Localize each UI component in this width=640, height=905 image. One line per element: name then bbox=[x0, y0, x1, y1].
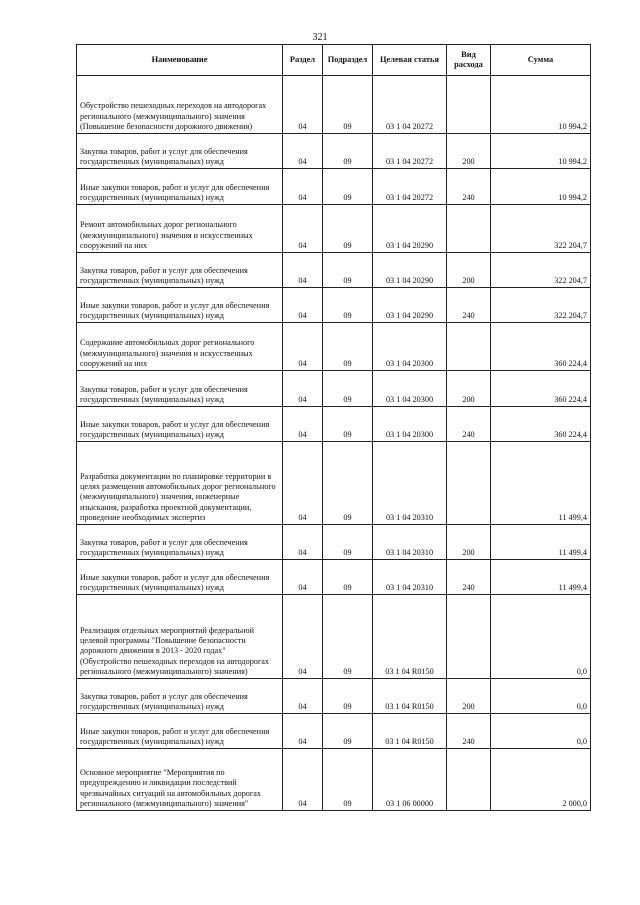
row-expense-type: 200 bbox=[447, 525, 491, 560]
row-expense-type: 200 bbox=[447, 679, 491, 714]
row-subsection: 09 bbox=[323, 679, 373, 714]
row-subsection: 09 bbox=[323, 76, 373, 134]
table-row bbox=[77, 714, 591, 749]
row-section: 04 bbox=[283, 525, 323, 560]
row-name: Закупка товаров, работ и услуг для обеспечения государственных (муниципальных) нужд bbox=[77, 134, 283, 169]
table-row bbox=[77, 525, 591, 560]
row-target: 03 1 06 00000 bbox=[373, 749, 447, 811]
row-expense-type: 200 bbox=[447, 371, 491, 407]
row-expense-type bbox=[447, 442, 491, 525]
row-amount: 11 499,4 bbox=[491, 442, 591, 525]
row-expense-type bbox=[447, 595, 491, 679]
row-section: 04 bbox=[283, 253, 323, 288]
row-section: 04 bbox=[283, 371, 323, 407]
row-name: Иные закупки товаров, работ и услуг для обеспечения государственных (муниципальных) нужд bbox=[77, 714, 283, 749]
row-subsection: 09 bbox=[323, 714, 373, 749]
row-section: 04 bbox=[283, 407, 323, 442]
table-row bbox=[77, 76, 591, 134]
row-amount: 0,0 bbox=[491, 679, 591, 714]
row-name: Основное мероприятие "Мероприятия по предупреждению и ликвидации последствий чрезвычайных ситуаций на автомобильных дорогах регионального (межмуниципального) значения" bbox=[77, 749, 283, 811]
row-name: Закупка товаров, работ и услуг для обеспечения государственных (муниципальных) нужд bbox=[77, 371, 283, 407]
row-amount: 322 204,7 bbox=[491, 205, 591, 253]
row-name: Иные закупки товаров, работ и услуг для обеспечения государственных (муниципальных) нужд bbox=[77, 288, 283, 323]
row-target: 03 1 04 20310 bbox=[373, 525, 447, 560]
row-name: Иные закупки товаров, работ и услуг для обеспечения государственных (муниципальных) нужд bbox=[77, 169, 283, 205]
row-section: 04 bbox=[283, 560, 323, 595]
row-name: Закупка товаров, работ и услуг для обеспечения государственных (муниципальных) нужд bbox=[77, 253, 283, 288]
row-section: 04 bbox=[283, 595, 323, 679]
row-amount: 10 994,2 bbox=[491, 134, 591, 169]
row-expense-type bbox=[447, 76, 491, 134]
header-name: Наименование bbox=[77, 45, 283, 76]
row-section: 04 bbox=[283, 169, 323, 205]
row-target: 03 1 04 20272 bbox=[373, 169, 447, 205]
row-target: 03 1 04 20290 bbox=[373, 205, 447, 253]
row-section: 04 bbox=[283, 714, 323, 749]
row-name: Обустройство пешеходных переходов на автодорогах регионального (межмуниципального) значения (Повышение безопасности дорожного движения) bbox=[77, 76, 283, 134]
row-target: 03 1 04 20300 bbox=[373, 323, 447, 371]
row-target: 03 1 04 R0150 bbox=[373, 714, 447, 749]
row-amount: 360 224,4 bbox=[491, 323, 591, 371]
table-row bbox=[77, 407, 591, 442]
header-subsection: Подраздел bbox=[323, 45, 373, 76]
row-amount: 360 224,4 bbox=[491, 371, 591, 407]
table-row bbox=[77, 134, 591, 169]
table-row bbox=[77, 205, 591, 253]
table-row bbox=[77, 595, 591, 679]
row-expense-type bbox=[447, 323, 491, 371]
row-amount: 322 204,7 bbox=[491, 288, 591, 323]
row-section: 04 bbox=[283, 442, 323, 525]
row-name: Ремонт автомобильных дорог регионального (межмуниципального) значения и искусственных сооружений на них bbox=[77, 205, 283, 253]
row-target: 03 1 04 20272 bbox=[373, 134, 447, 169]
row-name: Иные закупки товаров, работ и услуг для обеспечения государственных (муниципальных) нужд bbox=[77, 560, 283, 595]
header-amount: Сумма bbox=[491, 45, 591, 76]
table-row bbox=[77, 323, 591, 371]
row-section: 04 bbox=[283, 323, 323, 371]
table-row bbox=[77, 371, 591, 407]
row-target: 03 1 04 20290 bbox=[373, 288, 447, 323]
row-amount: 10 994,2 bbox=[491, 76, 591, 134]
budget-table bbox=[76, 44, 591, 811]
row-subsection: 09 bbox=[323, 442, 373, 525]
table-header-row bbox=[77, 45, 591, 76]
row-target: 03 1 04 20310 bbox=[373, 442, 447, 525]
row-section: 04 bbox=[283, 134, 323, 169]
row-subsection: 09 bbox=[323, 253, 373, 288]
row-expense-type: 200 bbox=[447, 253, 491, 288]
row-name: Закупка товаров, работ и услуг для обеспечения государственных (муниципальных) нужд bbox=[77, 525, 283, 560]
table-row bbox=[77, 288, 591, 323]
row-subsection: 09 bbox=[323, 525, 373, 560]
row-expense-type: 240 bbox=[447, 560, 491, 595]
table-row bbox=[77, 253, 591, 288]
row-expense-type bbox=[447, 205, 491, 253]
row-section: 04 bbox=[283, 76, 323, 134]
row-expense-type: 240 bbox=[447, 407, 491, 442]
row-target: 03 1 04 20300 bbox=[373, 407, 447, 442]
row-subsection: 09 bbox=[323, 371, 373, 407]
row-amount: 322 204,7 bbox=[491, 253, 591, 288]
table-row bbox=[77, 560, 591, 595]
row-amount: 2 000,0 bbox=[491, 749, 591, 811]
header-target: Целевая статья bbox=[373, 45, 447, 76]
row-expense-type: 240 bbox=[447, 288, 491, 323]
row-name: Иные закупки товаров, работ и услуг для обеспечения государственных (муниципальных) нужд bbox=[77, 407, 283, 442]
row-name: Закупка товаров, работ и услуг для обеспечения государственных (муниципальных) нужд bbox=[77, 679, 283, 714]
row-amount: 360 224,4 bbox=[491, 407, 591, 442]
row-amount: 11 499,4 bbox=[491, 525, 591, 560]
row-amount: 10 994,2 bbox=[491, 169, 591, 205]
row-subsection: 09 bbox=[323, 323, 373, 371]
row-amount: 11 499,4 bbox=[491, 560, 591, 595]
row-expense-type: 200 bbox=[447, 134, 491, 169]
row-expense-type: 240 bbox=[447, 714, 491, 749]
row-name: Содержание автомобильных дорог регионального (межмуниципального) значения и искусственных сооружений на них bbox=[77, 323, 283, 371]
row-target: 03 1 04 20310 bbox=[373, 560, 447, 595]
header-expense-type: Вид расхода bbox=[447, 45, 491, 76]
row-subsection: 09 bbox=[323, 560, 373, 595]
row-subsection: 09 bbox=[323, 749, 373, 811]
row-subsection: 09 bbox=[323, 288, 373, 323]
row-target: 03 1 04 20300 bbox=[373, 371, 447, 407]
row-subsection: 09 bbox=[323, 134, 373, 169]
row-name: Разработка документации по планировке территории в целях размещения автомобильных дорог регионального (межмуниципального) значения, инженерные изыскания, разработка проектной документации, проведение необходимых экспертиз bbox=[77, 442, 283, 525]
row-section: 04 bbox=[283, 205, 323, 253]
row-amount: 0,0 bbox=[491, 595, 591, 679]
row-amount: 0,0 bbox=[491, 714, 591, 749]
row-subsection: 09 bbox=[323, 169, 373, 205]
row-target: 03 1 04 R0150 bbox=[373, 595, 447, 679]
row-section: 04 bbox=[283, 749, 323, 811]
row-expense-type bbox=[447, 749, 491, 811]
row-target: 03 1 04 20290 bbox=[373, 253, 447, 288]
page-number: 321 bbox=[312, 32, 328, 43]
table-row bbox=[77, 679, 591, 714]
row-target: 03 1 04 R0150 bbox=[373, 679, 447, 714]
row-subsection: 09 bbox=[323, 205, 373, 253]
row-name: Реализация отдельных мероприятий федеральной целевой программы "Повышение безопасности дорожного движения в 2013 - 2020 годах" (Обустройство пешеходных переходов на автодорогах регионального (межмуниципального) значения) bbox=[77, 595, 283, 679]
table-row bbox=[77, 749, 591, 811]
table-row bbox=[77, 442, 591, 525]
row-target: 03 1 04 20272 bbox=[373, 76, 447, 134]
row-expense-type: 240 bbox=[447, 169, 491, 205]
row-subsection: 09 bbox=[323, 595, 373, 679]
row-section: 04 bbox=[283, 679, 323, 714]
row-subsection: 09 bbox=[323, 407, 373, 442]
header-section: Раздел bbox=[283, 45, 323, 76]
row-section: 04 bbox=[283, 288, 323, 323]
table-row bbox=[77, 169, 591, 205]
